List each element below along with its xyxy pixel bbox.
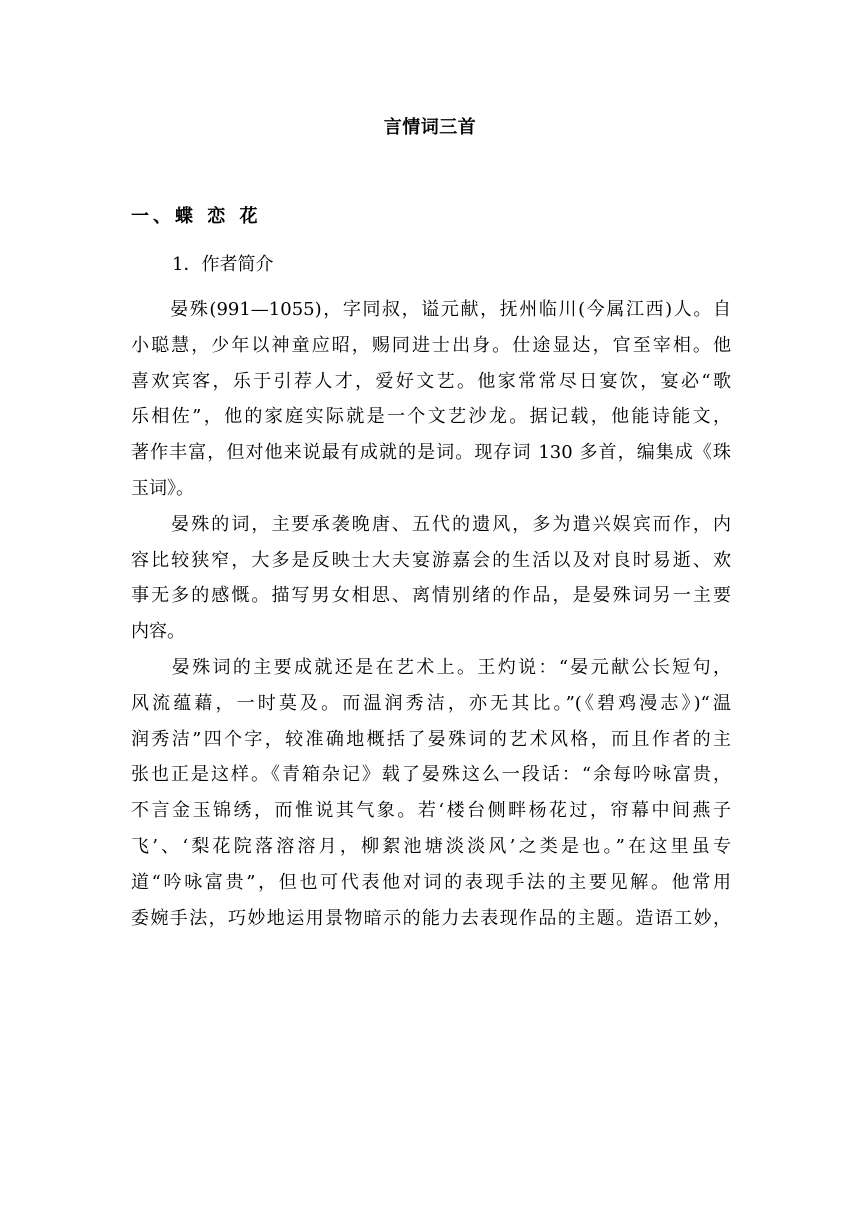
section-heading: 一、蝶 恋 花: [131, 206, 262, 227]
text-line: 润秀洁”四个字，较准确地概括了晏殊词的艺术风格，而且作者的主: [131, 728, 731, 750]
text-line: 晏殊的词，主要承袭晚唐、五代的遗风，多为遣兴娱宾而作，内: [131, 513, 731, 535]
body-text: [131, 292, 731, 936]
paragraph-3: [131, 650, 731, 936]
text-line: 晏殊(991—1055)，字同叔，谥元献，抚州临川(今属江西)人。自: [131, 299, 731, 320]
text-line: 飞’、‘梨花院落溶溶月，柳絮池塘淡淡风’之类是也。”在这里虽专: [131, 835, 731, 857]
text-line: 小聪慧，少年以神童应昭，赐同进士出身。仕途显达，官至宰相。他: [131, 334, 731, 356]
text-line: 事无多的感慨。描写男女相思、离情别绪的作品，是晏殊词另一主要: [131, 585, 731, 607]
text-line: 委婉手法，巧妙地运用景物暗示的能力去表现作品的主题。造语工妙，: [131, 907, 731, 929]
text-line: 容比较狭窄，大多是反映士大夫宴游嘉会的生活以及对良时易逝、欢: [131, 549, 731, 571]
text-line: 不言金玉锦绣，而惟说其气象。若‘楼台侧畔杨花过，帘幕中间燕子: [131, 800, 731, 822]
text-line: 张也正是这样。《青箱杂记》载了晏殊这么一段话：“余每吟咏富贵，: [131, 764, 731, 786]
text-line: 著作丰富，但对他来说最有成就的是词。现存词 130 多首，编集成《珠: [131, 442, 731, 464]
paragraph-1: [131, 292, 731, 507]
text-line: 玉词》。: [131, 477, 194, 499]
page-title: 言情词三首: [383, 117, 477, 138]
text-line: 道“吟咏富贵”，但也可代表他对词的表现手法的主要见解。他常用: [131, 871, 731, 893]
sub-heading: 1．作者简介: [172, 254, 274, 275]
text-line: 乐相佐”，他的家庭实际就是一个文艺沙龙。据记载，他能诗能文，: [131, 406, 731, 428]
text-line: 风流蕴藉，一时莫及。而温润秀洁，亦无其比。”(《碧鸡漫志》)“温: [131, 692, 731, 714]
text-line: 内容。: [131, 621, 185, 643]
text-line: 晏殊词的主要成就还是在艺术上。王灼说：“晏元献公长短句，: [131, 656, 731, 678]
paragraph-2: [131, 507, 731, 650]
text-line: 喜欢宾客，乐于引荐人才，爱好文艺。他家常常尽日宴饮，宴必“歌: [131, 370, 731, 392]
